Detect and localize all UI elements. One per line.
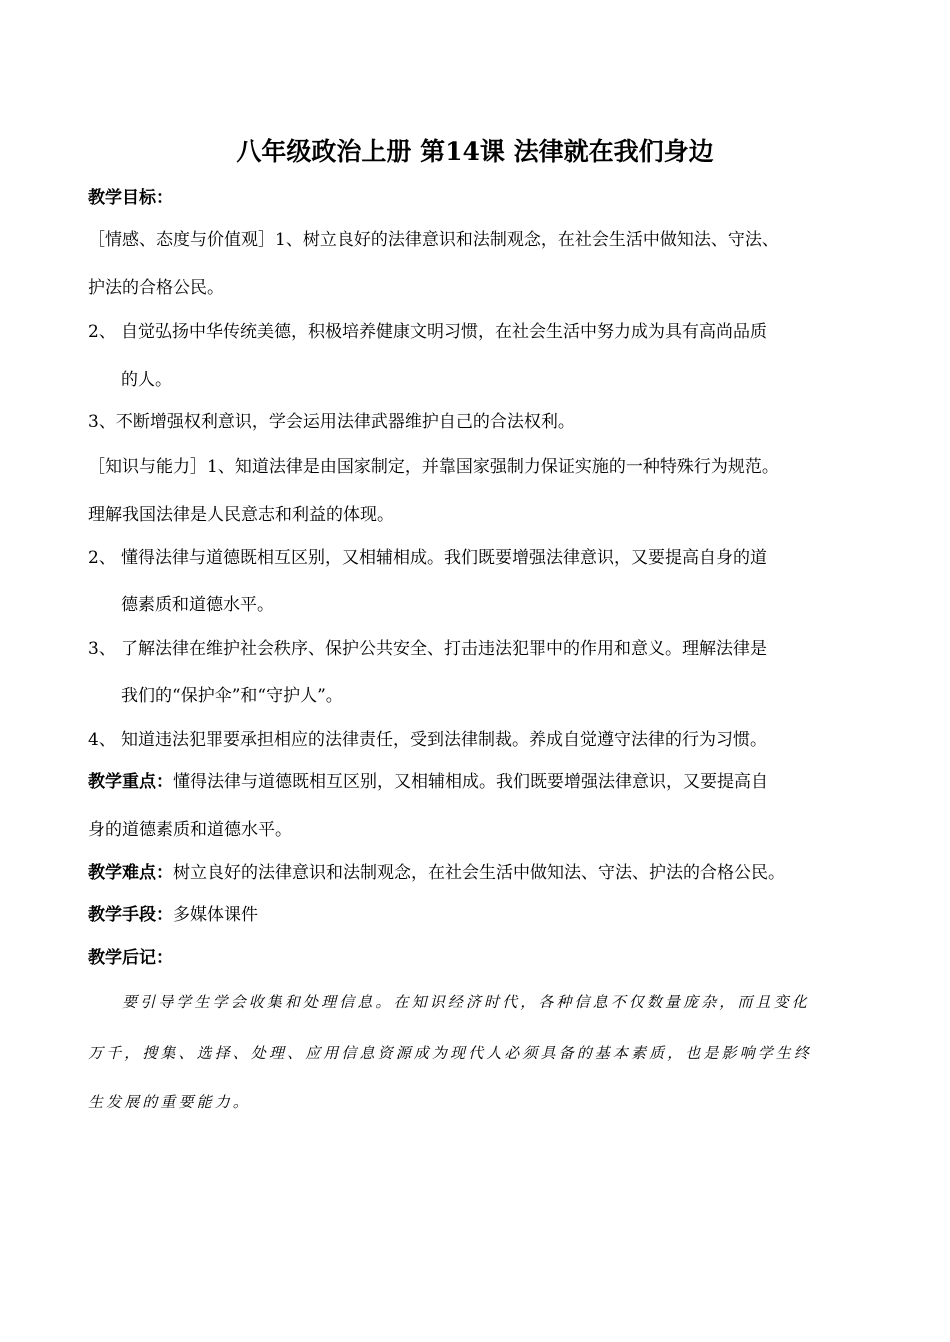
knowledge-item2-number: 2、 xyxy=(88,548,116,568)
key-point-label: 教学重点： xyxy=(88,772,173,792)
difficulty-line xyxy=(88,861,785,885)
key-point-line1 xyxy=(88,770,768,794)
postscript-heading: 教学后记： xyxy=(88,948,173,968)
postscript-line3: 生发展的重要能力。 xyxy=(88,1093,251,1111)
emotion-objective-line1: ［情感、态度与价值观］1、树立良好的法律意识和法制观念，在社会生活中做知法、守法、 xyxy=(88,230,779,250)
page-title: 八年级政治上册 第14课 法律就在我们身边 xyxy=(236,137,714,166)
objectives-heading: 教学目标： xyxy=(88,188,173,208)
means-line xyxy=(88,903,258,927)
key-point-line2: 身的道德素质和道德水平。 xyxy=(88,820,292,840)
means-text: 多媒体课件 xyxy=(173,905,258,925)
key-point-text: 懂得法律与道德既相互区别，又相辅相成。我们既要增强法律意识，又要提高自 xyxy=(173,772,768,792)
difficulty-text: 树立良好的法律意识和法制观念，在社会生活中做知法、守法、护法的合格公民。 xyxy=(173,863,785,883)
means-label: 教学手段： xyxy=(88,905,173,925)
emotion-item3: 3、不断增强权利意识，学会运用法律武器维护自己的合法权利。 xyxy=(88,412,575,432)
knowledge-item4-number: 4、 xyxy=(88,730,116,750)
emotion-item2-line1: 自觉弘扬中华传统美德，积极培养健康文明习惯，在社会生活中努力成为具有高尚品质 xyxy=(121,322,767,342)
knowledge-item3-line1: 了解法律在维护社会秩序、保护公共安全、打击违法犯罪中的作用和意义。理解法律是 xyxy=(121,639,767,659)
postscript-line1: 要引导学生学会收集和处理信息。在知识经济时代，各种信息不仅数量庞杂，而且变化 xyxy=(122,993,810,1011)
knowledge-item2-line2: 德素质和道德水平。 xyxy=(121,595,274,615)
knowledge-item4-line1: 知道违法犯罪要承担相应的法律责任，受到法律制裁。养成自觉遵守法律的行为习惯。 xyxy=(121,730,767,750)
emotion-item2-line2: 的人。 xyxy=(121,370,172,390)
knowledge-objective-line2: 理解我国法律是人民意志和利益的体现。 xyxy=(88,505,394,525)
knowledge-item2-line1: 懂得法律与道德既相互区别，又相辅相成。我们既要增强法律意识，又要提高自身的道 xyxy=(121,548,767,568)
knowledge-item3-number: 3、 xyxy=(88,639,116,659)
knowledge-objective-line1: ［知识与能力］1、知道法律是由国家制定，并靠国家强制力保证实施的一种特殊行为规范。 xyxy=(88,457,779,477)
emotion-objective-line2: 护法的合格公民。 xyxy=(88,278,224,298)
emotion-item2-number: 2、 xyxy=(88,322,116,342)
difficulty-label: 教学难点： xyxy=(88,863,173,883)
postscript-line2: 万千，搜集、选择、处理、应用信息资源成为现代人必须具备的基本素质，也是影响学生终 xyxy=(88,1044,813,1062)
knowledge-item3-line2: 我们的“保护伞”和“守护人”。 xyxy=(121,686,343,706)
